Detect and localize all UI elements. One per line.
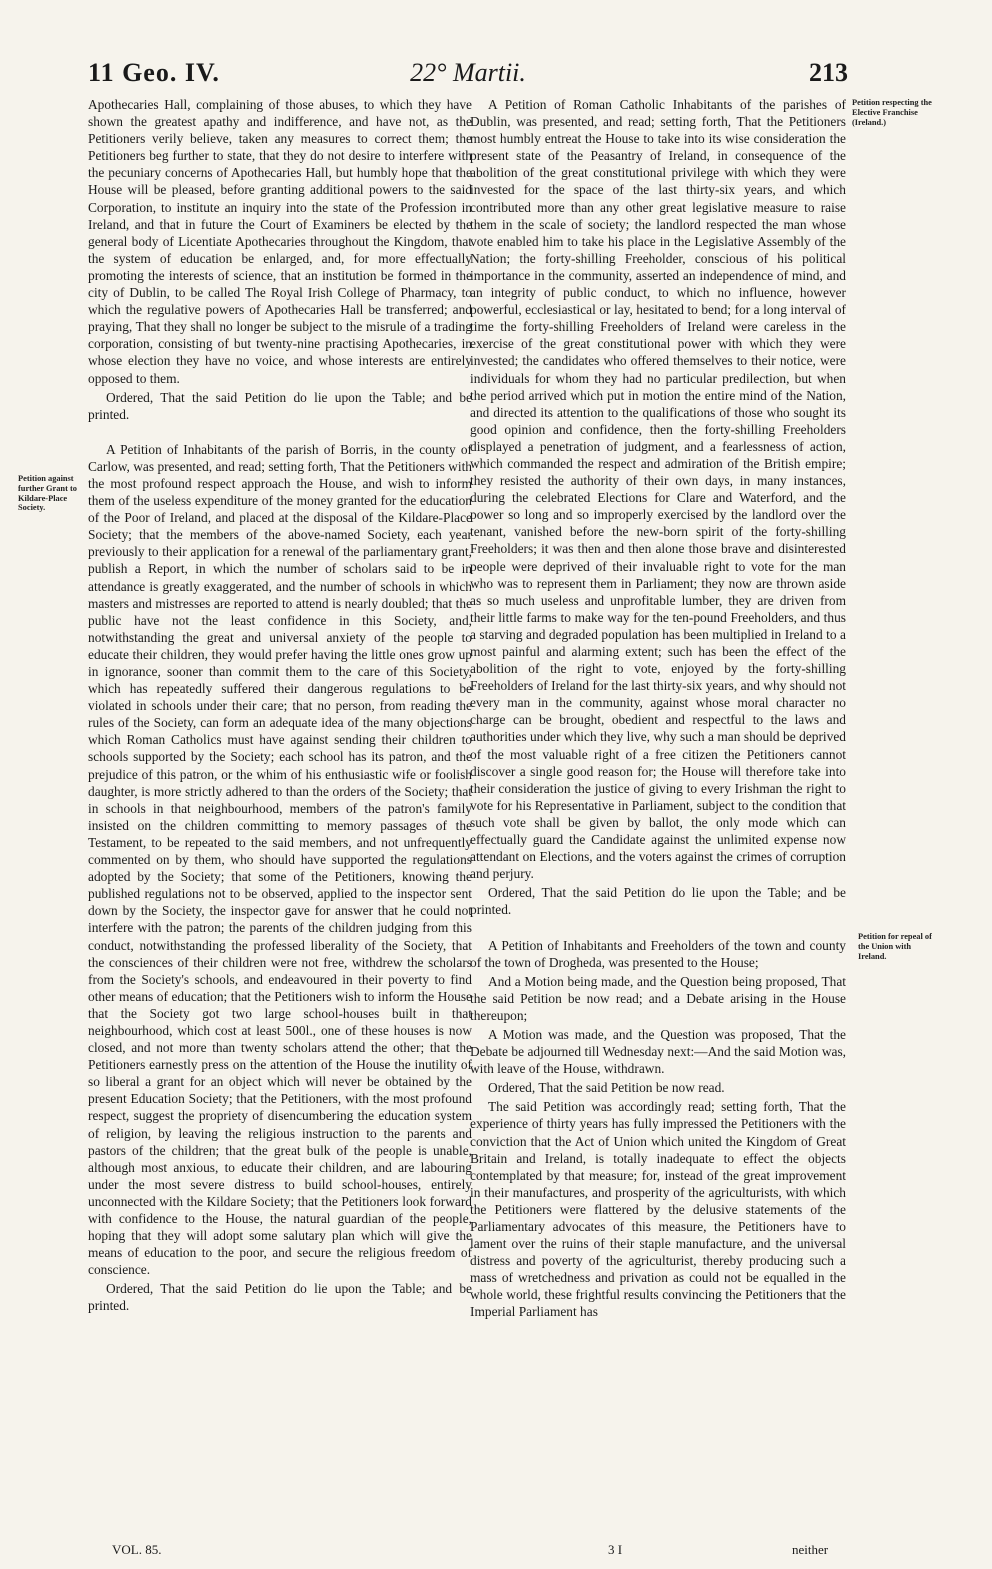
volume-number: VOL. 85. (112, 1542, 162, 1557)
ordered-lie-on-table-1: Ordered, That the said Petition do lie upon the Table; and be printed. (88, 389, 472, 422)
left-column (88, 96, 472, 1315)
margin-note-franchise: Petition respecting the Elective Franchise (Ireland.) (852, 98, 932, 127)
drogheda-petition-presented: A Petition of Inhabitants and Freeholders of the town and county of the town of Drogheda, was presented to the House; (470, 937, 846, 970)
running-header (88, 58, 848, 94)
catchword: neither (792, 1542, 829, 1557)
signature-mark: 3 I (608, 1542, 623, 1557)
borris-petition: A Petition of Inhabitants of the parish of Borris, in the county of Carlow, was presented, and read; setting forth, That the Petitioners with the most profound respect approach the House, and wish to inform them of the useless expenditure of the money granted for the education of the Poor of Ireland, and placed at the disposal of the Kildare-Place Society; that the members of the above-named Society, each year previously to their application for a renewal of the parliamentary grant, publish a Report, in which the number of scholars said to be in attendance is greatly exaggerated, and the number of schools in which masters and mistresses are reported to attend is nearly doubled; that the public have not the least confidence in this Society, and, notwithstanding the great and universal anxiety of the people to educate their children, they would prefer having the little ones grow up in ignorance, sooner than commit them to the care of this Society, which has repeatedly suffered their dangerous regulations to be violated in schools under their care; that no person, from reading the rules of the Society, can form an adequate idea of the many objections which Roman Catholics must have against sending their children to schools supported by the Society; each school has its patron, and the prejudice of this patron, or the whim of his enthusiastic wife or foolish daughter, is more strictly adhered to than the orders of the Society; that in schools in that neighbourhood, members of the patron's family insisted on the children committing to memory passages of the Testament, to be repeated to the said members, and not unfrequently commented on by them, who should have supported the regulations adopted by the Society; that some of the Petitioners, knowing the published regulations not to be observed, applied to the inspector sent down by the Society, the inspector gave for answer that he could not interfere with the patron; the parents of the children judging from this conduct, notwithstanding the professed liberality of the Society, that the consciences of their children were not free, withdrew the scholars from the Society's schools, and endeavoured in their poverty to find other means of education; that the Petitioners wish to inform the House that the Society got two large school-houses built in that neighbourhood, which cost at least 500l., one of these houses is now closed, and not more than twenty scholars attend the other; that the Petitioners earnestly press on the attention of the House the inutility of so liberal a grant for an object which will never be obtained by the present Education Society; that the Petitioners, with the most profound respect, suggest the propriety of disencumbering the education system of religion, by leaving the religious instruction to the parents and pastors of the children; that the great bulk of the people is unable, although most anxious, to educate their children, and are labouring under the most severe distress to build school-houses, entirely unconnected with the Kildare Society; that the Petitioners look forward with confidence to the House, the natural guardian of the people, hoping that they will adopt some salutary plan which will give the means of education to the poor, and secure the religious freedom of conscience. (88, 441, 472, 1278)
dublin-catholic-petition: A Petition of Roman Catholic Inhabitants of the parishes of Dublin, was presented, and read; setting forth, That the Petitioners most humbly entreat the House to take into its wise consideration the present state of the Peasantry of Ireland, in consequence of the abolition of the great constitutional privilege with which they were invested for the space of the last thirty-six years, and which contributed more than any other great legislative measure to raise them in the scale of society; the landlord respected the man whose vote enabled him to take his place in the Legislative Assembly of the Nation; the forty-shilling Freeholder, conscious of his political importance in the community, asserted an independence of mind, and an integrity of public conduct, to which no influence, however powerful, ecclesiastical or lay, hesitated to bend; for a long interval of time the forty-shilling Freeholders of Ireland were careless in the exercise of the great constitutional power with which they were invested; the candidates who offered themselves to their notice, were individuals for whom they had no particular predilection, but when the period arrived which put in motion the entire mind of the Nation, and directed its attention to the qualifications of those who sought its good opinion and confidence, then the forty-shilling Freeholders displayed a penetration of judgment, and a fearlessness of action, which commanded the respect and admiration of the British empire; they resisted the authority of their own days, in many instances, during the celebrated Elections for Clare and Waterford, and the power so long and so improperly exercised by the landlord over the tenant, vanished before the new-born spirit of the forty-shilling Freeholders; it was then and then alone those brave and disinterested people were deprived of their invaluable right to vote for the man who was to represent them in Parliament; they now are thrown aside as so much useless and unprofitable lumber, they are driven from their little farms to make way for the ten-pound Freeholders, and thus a starving and degraded population has been multiplied in Ireland to a most painful and alarming extent; such has been the effect of the abolition of the right to vote, enjoyed by the forty-shilling Freeholders of Ireland for the last thirty-six years, and why should not every man in the community, against whose moral character no charge can be brought, obedient and respectful to the laws and authorities under which they live, why such a man should be deprived of the most valuable right of a free citizen the Petitioners cannot discover a single good reason for; the House will therefore take into their consideration the justice of giving to every Irishman the right to vote for his Representative in Parliament, subject to the condition that such vote shall be given by ballot, the only mode which can effectually guard the Candidate against the unlimited expense now attendant on Elections, and the voters against the crimes of corruption and perjury. (470, 97, 846, 882)
motion-petition-read: And a Motion being made, and the Question being proposed, That the said Petition be now read; and a Debate arising in the House thereupon; (470, 973, 846, 1023)
margin-note-kildare: Petition against further Grant to Kildare-Place Society. (18, 474, 77, 513)
right-column (470, 96, 846, 1321)
ordered-lie-on-table-2: Ordered, That the said Petition do lie upon the Table; and be printed. (88, 1281, 472, 1314)
margin-note-union: Petition for repeal of the Union with Ireland. (858, 932, 932, 961)
header-regnal-year: 11 Geo. IV. (88, 58, 220, 87)
drogheda-petition-text: The said Petition was accordingly read; setting forth, That the experience of thirty years has fully impressed the Petitioners with the conviction that the Act of Union which united the Kingdom of Great Britain and Ireland, is totally inadequate to effect the objects contemplated by that measure; for, instead of the great improvement in their manufactures, and prosperity of the agriculturists, with which the Petitioners were flattered by the delusive statements of the Parliamentary advocates of this measure, the Petitioners have to lament over the ruins of their staple manufacture, and the universal distress and poverty of the agriculturist, thereby producing such a mass of wretchedness and privation as could not be equalled in the whole world, these frightful results convincing the Petitioners that the Imperial Parliament has (470, 1099, 846, 1320)
apothecaries-petition-continuation: Apothecaries Hall, complaining of those abuses, to which they have shown the greatest apathy and indifference, and have not, as the Petitioners verily believe, taken any measures to correct them; the Petitioners beg further to state, that they do not desire to interfere with the pecuniary concerns of Apothecaries Hall, but humbly hope that the House will be pleased, before granting additional powers to the said Corporation, to institute an inquiry into the state of the Profession in Ireland, and that in future the Court of Examiners be elected by the general body of Licentiate Apothecaries throughout the Kingdom, that the system of education be enlarged, and, for more effectually promoting the interests of science, that an institution be formed in the city of Dublin, to be called The Royal Irish College of Pharmacy, to which the regulative powers of Apothecaries Hall be transferred; and praying, That they shall no longer be subject to the misrule of a trading corporation, consisting of but twenty-nine practising Apothecaries, in whose election they have no voice, and whose interests are entirely opposed to them. (88, 97, 472, 386)
ordered-lie-on-table-3: Ordered, That the said Petition do lie upon the Table; and be printed. (470, 885, 846, 918)
header-date: 22° Martii. (410, 58, 526, 87)
motion-adjourn-debate: A Motion was made, and the Question was proposed, That the Debate be adjourned till Wednesday next:—And the said Motion was, with leave of the House, withdrawn. (470, 1026, 846, 1077)
page-number: 213 (809, 58, 848, 87)
ordered-petition-read: Ordered, That the said Petition be now read. (488, 1080, 725, 1096)
